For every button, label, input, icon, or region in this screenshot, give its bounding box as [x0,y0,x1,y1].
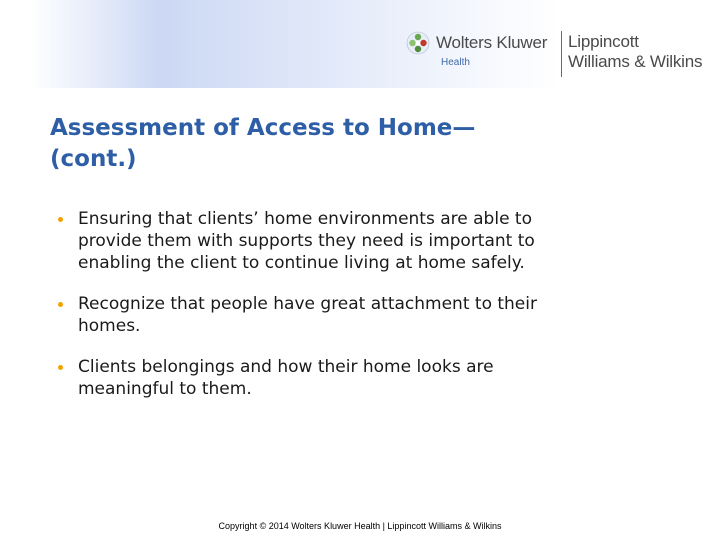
bullet-item [57,293,697,337]
bullet-text [78,356,697,400]
logo-divider [561,31,562,77]
logo-company-name: Wolters Kluwer [436,33,548,52]
wolters-kluwer-globe-icon [406,31,430,55]
bullet-text [78,293,697,337]
logo-imprint-line-2: Williams & Wilkins [568,52,703,71]
slide-title-line-2: (cont.) [50,146,137,172]
copyright-text: Copyright © 2014 Wolters Kluwer Health | Lippincott Williams & Wilkins [218,521,502,531]
bullet-line: homes. [78,316,141,336]
bullet-line: Clients belongings and how their home looks are [78,357,494,377]
bullet-line: Recognize that people have great attachment to their [78,294,537,314]
slide-title [50,113,670,175]
bullet-item [57,208,697,274]
bullet-line: meaningful to them. [78,379,252,399]
copyright-footer [0,521,720,531]
logo-imprint-line-1: Lippincott [568,32,639,51]
bullet-dot-icon [58,217,63,222]
bullet-line: enabling the client to continue living at home safely. [78,253,525,273]
bullet-text [78,208,697,274]
bullet-line: provide them with supports they need is important to [78,231,535,251]
logo-division: Health [441,57,470,68]
publisher-logo [406,28,716,82]
bullet-line: Ensuring that clients’ home environments are able to [78,209,532,229]
bullet-dot-icon [58,365,63,370]
bullet-list [57,208,697,419]
bullet-item [57,356,697,400]
logo-imprint [568,32,702,72]
slide-title-line-1: Assessment of Access to Home— [50,115,476,141]
bullet-dot-icon [58,302,63,307]
